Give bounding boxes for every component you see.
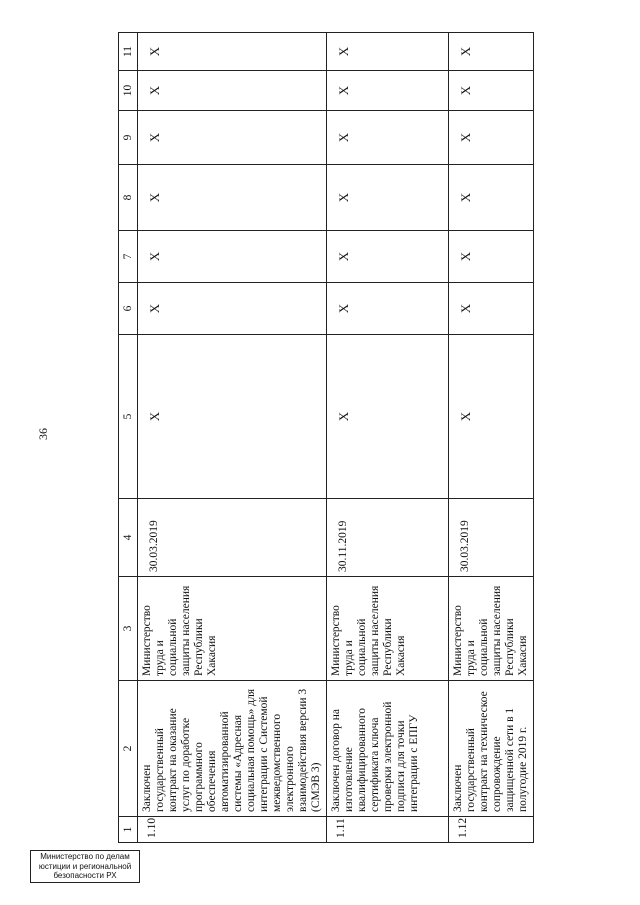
mark-cell: X — [326, 165, 448, 231]
header-cell: 5 — [119, 335, 138, 499]
mark-cell: X — [448, 335, 533, 499]
table-row — [448, 33, 533, 843]
event-cell: Заключен государственный контракт на техническое сопровождение защищенной сети в 1 полугодие 2019 г. — [448, 681, 533, 817]
date-cell: 30.03.2019 — [448, 499, 533, 577]
mark-cell: X — [326, 231, 448, 283]
mark-cell: X — [326, 111, 448, 165]
header-cell: 10 — [119, 71, 138, 111]
header-cell: 2 — [119, 681, 138, 817]
mark-cell: X — [448, 111, 533, 165]
mark-cell: X — [448, 71, 533, 111]
mark-cell: X — [448, 283, 533, 335]
date-cell: 30.11.2019 — [326, 499, 448, 577]
rotated-table-container — [118, 33, 529, 843]
header-cell: 6 — [119, 283, 138, 335]
page-number: 36 — [36, 428, 50, 440]
row-number: 1.10 — [138, 817, 327, 843]
mark-cell: X — [326, 71, 448, 111]
mark-cell: X — [138, 283, 327, 335]
mark-cell: X — [448, 165, 533, 231]
event-cell: Заключен договор на изготовление квалифицированного сертификата ключа проверки электронной подписи для точки интеграции с ЕПГУ — [326, 681, 448, 817]
organization-cell: Министерство труда и социальной защиты населения Республики Хакасия — [326, 577, 448, 681]
mark-cell: X — [448, 231, 533, 283]
mark-cell: X — [448, 33, 533, 71]
registration-stamp: Министерство по делам юстиции и региональной безопасности РХ — [30, 850, 140, 883]
header-cell: 8 — [119, 165, 138, 231]
mark-cell: X — [138, 111, 327, 165]
header-cell: 1 — [119, 817, 138, 843]
header-cell: 11 — [119, 33, 138, 71]
mark-cell: X — [138, 71, 327, 111]
organization-cell: Министерство труда и социальной защиты населения Республики Хакасия — [448, 577, 533, 681]
table-row — [138, 33, 327, 843]
mark-cell: X — [326, 283, 448, 335]
header-row — [119, 33, 138, 843]
header-cell: 3 — [119, 577, 138, 681]
header-cell: 9 — [119, 111, 138, 165]
mark-cell: X — [138, 335, 327, 499]
table-row — [326, 33, 448, 843]
mark-cell: X — [326, 335, 448, 499]
row-number: 1.11 — [326, 817, 448, 843]
measures-table — [118, 32, 534, 843]
mark-cell: X — [138, 33, 327, 71]
row-number: 1.12 — [448, 817, 533, 843]
date-cell: 30.03.2019 — [138, 499, 327, 577]
mark-cell: X — [138, 165, 327, 231]
event-cell: Заключен государственный контракт на оказание услуг по доработке программного обеспечения автоматизированной системы «Адресная социальная помощь» для интеграции с Системой межведомственного электронного взаимодействия версии 3 (СМЭВ 3) — [138, 681, 327, 817]
organization-cell: Министерство труда и социальной защиты населения Республики Хакасия — [138, 577, 327, 681]
mark-cell: X — [138, 231, 327, 283]
mark-cell: X — [326, 33, 448, 71]
header-cell: 7 — [119, 231, 138, 283]
header-cell: 4 — [119, 499, 138, 577]
